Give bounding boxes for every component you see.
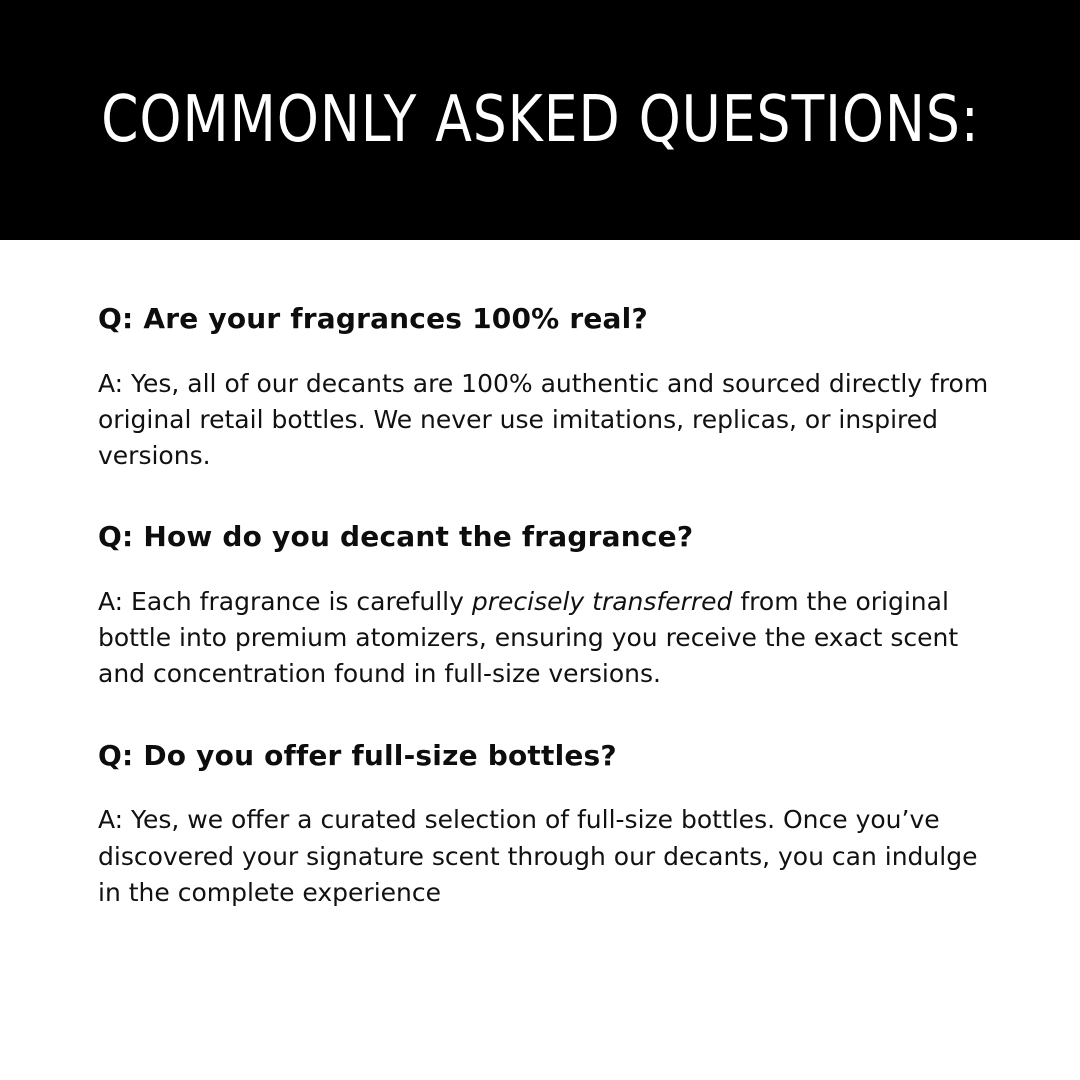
faq-question: Q: Are your fragrances 100% real? <box>98 302 648 335</box>
faq-answer-text-tail: from the original bottle into premium atomizers, ensuring you receive the exact scent and concentration found in full-size versions. <box>98 586 959 689</box>
faq-answer <box>98 584 1005 693</box>
faq-answer <box>98 366 1005 475</box>
faq-answer-text: A: Yes, we offer a curated selection of full-size bottles. Once you’ve discovered your signature scent through our decants, you can indulge in the complete experience <box>98 805 978 907</box>
faq-answer-emphasis: precisely transferred <box>471 586 733 616</box>
page-title: COMMONLY ASKED QUESTIONS: <box>100 83 980 157</box>
faq-answer-text: A: Yes, all of our decants are 100% authentic and sourced directly from original retail bottles. We never use imitations, replicas, or inspired versions. <box>98 368 989 471</box>
faq-list <box>0 240 1080 911</box>
faq-item <box>98 302 1005 474</box>
faq-answer-text: A: Each fragrance is carefully <box>98 586 472 616</box>
page-header <box>0 0 1080 240</box>
faq-question: Q: Do you offer full-size bottles? <box>98 738 617 772</box>
faq-item <box>98 520 1005 692</box>
faq-question: Q: How do you decant the fragrance? <box>98 520 694 554</box>
faq-item <box>98 739 1005 911</box>
faq-answer <box>98 802 1005 911</box>
